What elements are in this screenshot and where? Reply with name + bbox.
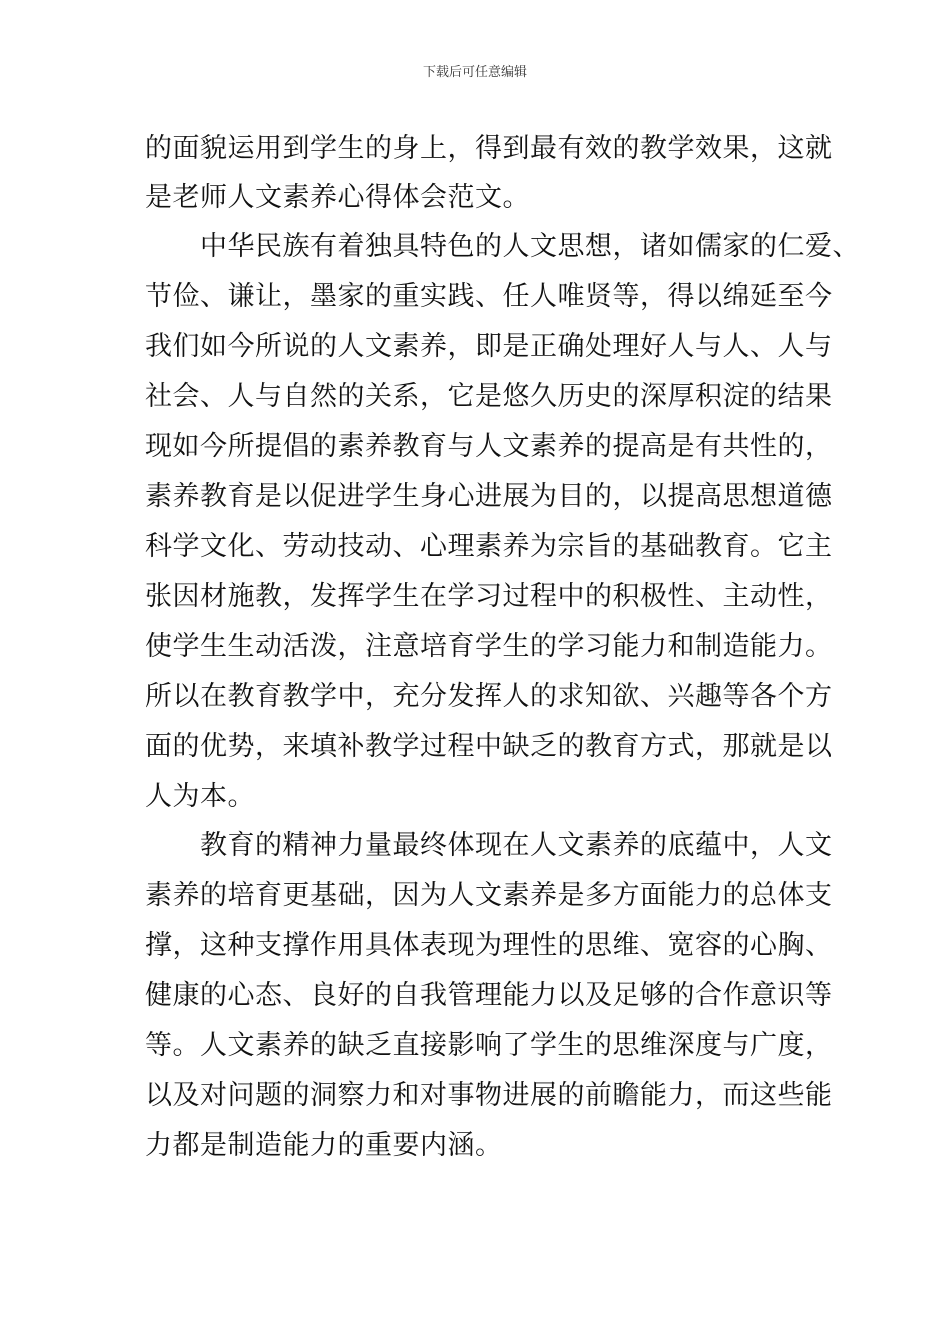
- paragraph-start-line: 中华民族有着独具特色的人文思想，诸如儒家的仁爱、: [200, 231, 860, 262]
- text-line: 的面貌运用到学生的身上，得到最有效的教学效果，这就: [145, 133, 833, 164]
- text-line: 节俭、谦让，墨家的重实践、任人唯贤等，得以绵延至今: [145, 281, 833, 312]
- text-line: 素养教育是以促进学生身心进展为目的，以提高思想道德: [145, 481, 833, 512]
- text-line: 素养的培育更基础，因为人文素养是多方面能力的总体支: [145, 880, 833, 911]
- text-line: 科学文化、劳动技动、心理素养为宗旨的基础教育。它主: [145, 531, 833, 562]
- text-line: 以及对问题的洞察力和对事物进展的前瞻能力，而这些能: [145, 1080, 833, 1111]
- text-line: 等。人文素养的缺乏直接影响了学生的思维深度与广度，: [145, 1030, 833, 1061]
- text-line: 使学生生动活泼，注意培育学生的学习能力和制造能力。: [145, 631, 833, 662]
- text-line: 力都是制造能力的重要内涵。: [145, 1130, 503, 1161]
- text-line: 所以在教育教学中，充分发挥人的求知欲、兴趣等各个方: [145, 681, 833, 712]
- text-line: 健康的心态、良好的自我管理能力以及足够的合作意识等: [145, 980, 833, 1011]
- text-line: 现如今所提倡的素养教育与人文素养的提高是有共性的，: [145, 431, 833, 462]
- text-line: 人为本。: [145, 781, 255, 812]
- text-line: 是老师人文素养心得体会范文。: [145, 182, 530, 213]
- text-line: 面的优势，来填补教学过程中缺乏的教育方式，那就是以: [145, 731, 833, 762]
- text-line: 我们如今所说的人文素养，即是正确处理好人与人、人与: [145, 331, 833, 362]
- page-header: 下载后可任意编辑: [422, 65, 527, 80]
- text-line: 社会、人与自然的关系，它是悠久历史的深厚积淀的结果: [145, 381, 833, 412]
- text-line: 张因材施教，发挥学生在学习过程中的积极性、主动性，: [145, 581, 833, 612]
- paragraph-start-line: 教育的精神力量最终体现在人文素养的底蕴中，人文: [200, 830, 833, 861]
- text-line: 撑，这种支撑作用具体表现为理性的思维、宽容的心胸、: [145, 930, 833, 961]
